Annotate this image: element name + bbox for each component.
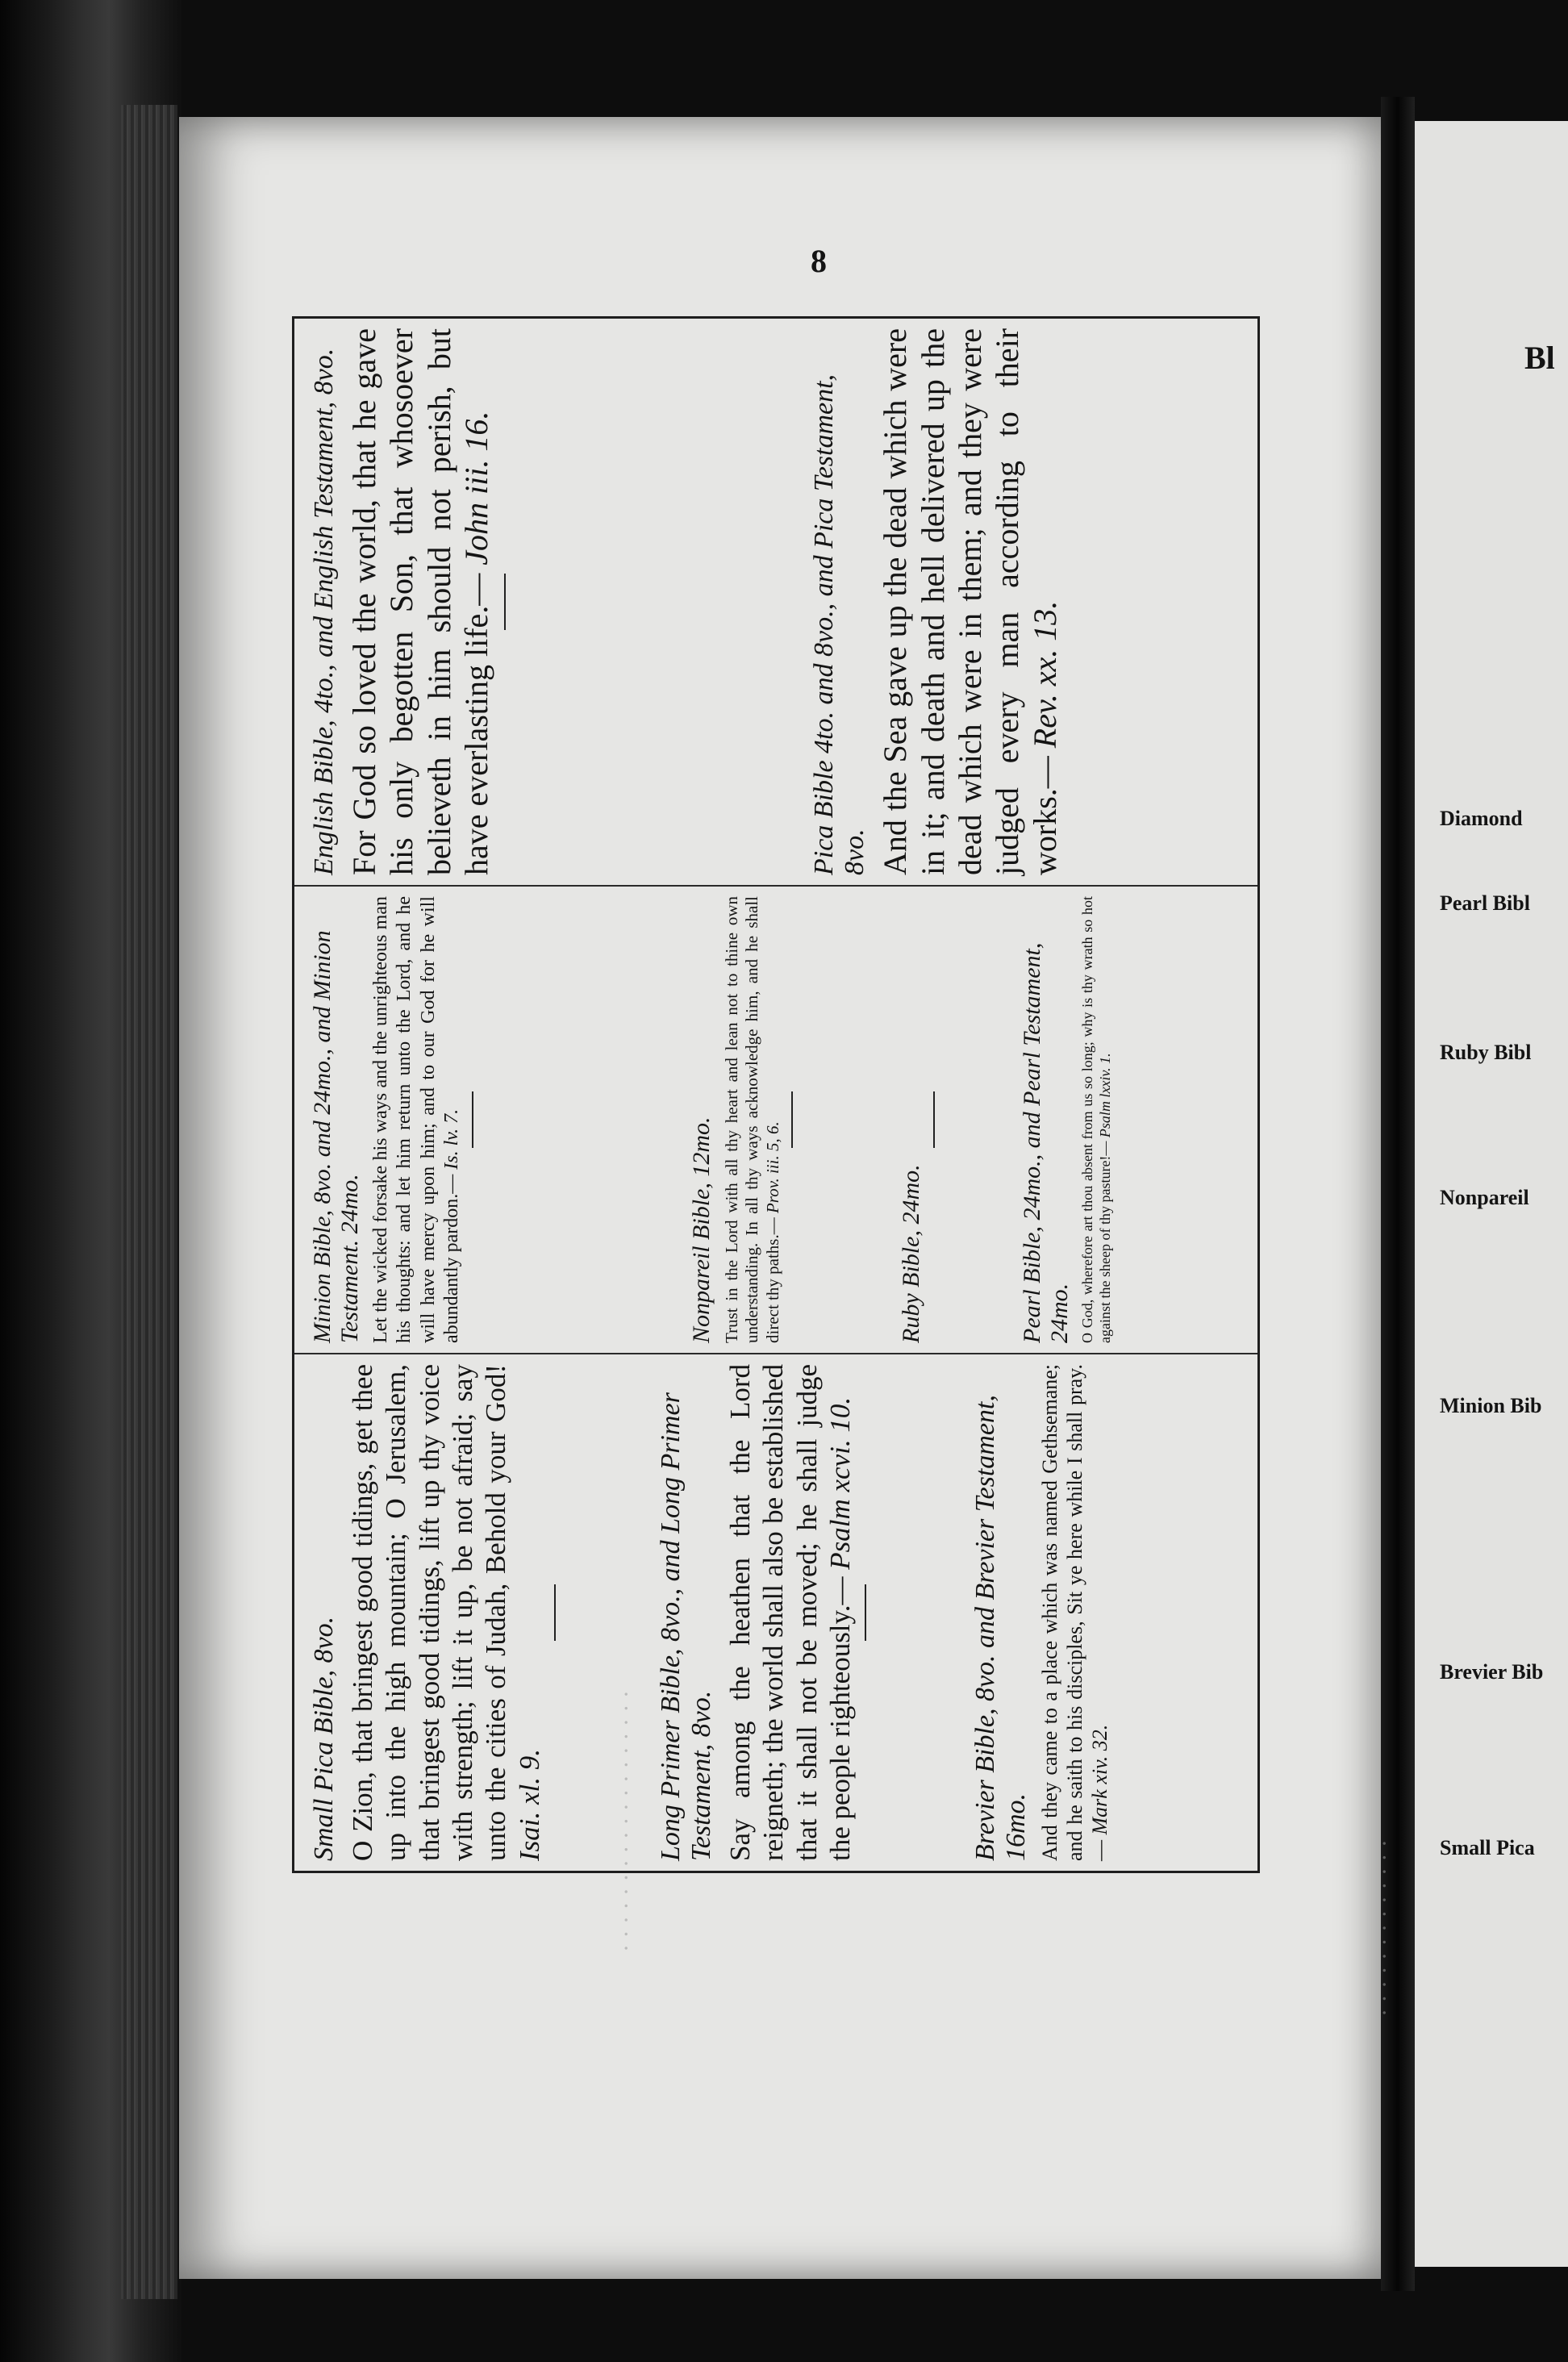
specimen-text bbox=[369, 896, 464, 1343]
bleed-through-text: · · · · · · · · · · · · · · · · · · · bbox=[613, 1690, 640, 1952]
facing-page-label: Ruby Bibl bbox=[1440, 1041, 1532, 1064]
specimen-block-minion bbox=[309, 896, 473, 1343]
scripture-reference: Psalm lxxiv. 1. bbox=[1096, 1053, 1113, 1138]
scripture-reference: Prov. iii. 5, 6. bbox=[762, 1121, 782, 1214]
rule-separator bbox=[791, 1091, 793, 1148]
facing-page-label: Brevier Bib bbox=[1440, 1660, 1544, 1684]
bleed-through-text: · · · · · · · · · · · · · bbox=[1371, 1839, 1398, 2017]
scripture-text: And they came to a place which was named Gethsemane; and he saith to his disciples, Sit ye here while I shall pray.— bbox=[1038, 1364, 1111, 1861]
scripture-reference: Mark xiv. 32. bbox=[1087, 1724, 1111, 1835]
rule-separator bbox=[554, 1584, 556, 1641]
scripture-text: Say among the heathen that the Lord reigneth; the world shall also be established that it shall not be moved; he shall judge the people righteously.— bbox=[724, 1364, 857, 1861]
scripture-reference: John iii. 16. bbox=[458, 411, 495, 565]
scripture-text: Trust in the Lord with all thy heart and lean not to thine own understanding. In all thy ways acknowledge him, and he shall direct thy paths.— bbox=[721, 896, 782, 1343]
specimen-block-english bbox=[309, 328, 506, 875]
facing-page-label: Pearl Bibl bbox=[1440, 891, 1530, 915]
scripture-text: O Zion, that bringest good tidings, get thee up into the high mountain; O Jerusalem, that bringest good tidings, lift up thy voice with strength; lift it up, be not afraid; say unto the cities of Judah, Behold your God! bbox=[347, 1364, 512, 1861]
page-number: 8 bbox=[811, 243, 827, 279]
specimen-block-pica bbox=[809, 328, 1064, 875]
specimen-block-nonpareil bbox=[688, 896, 793, 1343]
specimen-column-1 bbox=[294, 1354, 1257, 1871]
specimen-text bbox=[722, 896, 784, 1343]
specimen-heading: Long Primer Bible, 8vo., and Long Primer Testament, 8vo. bbox=[656, 1392, 717, 1861]
scripture-text: And the Sea gave up the dead which were in it; and death and hell delivered up the dead which were in them; and they were judged every man according to their works.— bbox=[877, 328, 1063, 875]
scripture-reference: Is. lv. 7. bbox=[440, 1108, 462, 1170]
scripture-text: For God so loved the world, that he gave his only begotten Son, that whosoever believeth in him should not perish, but have everlasting life.— bbox=[346, 328, 495, 875]
facing-page-label: Nonpareil bbox=[1440, 1186, 1529, 1209]
rule-separator bbox=[504, 574, 506, 630]
specimen-table-rotated bbox=[292, 316, 1260, 1873]
specimen-heading: Pica Bible 4to. and 8vo., and Pica Testament, 8vo. bbox=[809, 373, 870, 875]
specimen-block-long-primer bbox=[656, 1364, 866, 1861]
facing-page-corner-text: Bl bbox=[1524, 340, 1555, 376]
specimen-heading: Ruby Bible, 24mo. bbox=[898, 1164, 924, 1343]
specimen-column-2 bbox=[294, 887, 1257, 1354]
facing-page-label: Minion Bib bbox=[1440, 1394, 1542, 1417]
scripture-reference: Isai. xl. 9. bbox=[513, 1748, 545, 1861]
specimen-heading: English Bible, 4to., and English Testament, 8vo. bbox=[309, 348, 339, 875]
specimen-text bbox=[724, 1364, 857, 1861]
page-edges bbox=[121, 105, 177, 2299]
scripture-reference: Psalm xcvi. 10. bbox=[824, 1396, 857, 1570]
specimen-heading: Brevier Bible, 8vo. and Brevier Testament, 16mo. bbox=[970, 1395, 1032, 1861]
specimen-text bbox=[346, 328, 496, 875]
scripture-text: Let the wicked forsake his ways and the unrighteous man his thoughts: and let him return unto the Lord, and he will have mercy upon him; and to our God for he will abundantly pardon.— bbox=[370, 896, 462, 1343]
specimen-text bbox=[346, 1364, 546, 1861]
specimen-text bbox=[1038, 1364, 1112, 1861]
facing-page-label: Small Pica bbox=[1440, 1836, 1535, 1859]
specimen-block-pearl bbox=[1019, 896, 1114, 1343]
specimen-heading: Small Pica Bible, 8vo. bbox=[309, 1616, 339, 1861]
rule-separator bbox=[933, 1091, 935, 1148]
scripture-reference: Rev. xx. 13. bbox=[1026, 600, 1063, 749]
specimen-table bbox=[292, 316, 1260, 1873]
rule-separator bbox=[865, 1584, 866, 1641]
specimen-heading: Nonpareil Bible, 12mo. bbox=[688, 1116, 715, 1343]
specimen-block-brevier bbox=[970, 1364, 1112, 1861]
facing-page-label: Diamond bbox=[1440, 807, 1523, 830]
specimen-text bbox=[877, 328, 1064, 875]
rule-separator bbox=[472, 1091, 473, 1148]
specimen-text bbox=[1079, 896, 1114, 1343]
specimen-heading: Minion Bible, 8vo. and 24mo., and Minion Testament. 24mo. bbox=[309, 930, 363, 1343]
scripture-text: O God, wherefore art thou absent from us so long; why is thy wrath so hot against the sheep of thy pasture!— bbox=[1079, 896, 1113, 1343]
specimen-block-small-pica bbox=[309, 1364, 556, 1861]
specimen-heading: Pearl Bible, 24mo., and Pearl Testament, 24mo. bbox=[1019, 942, 1073, 1343]
specimen-column-3 bbox=[294, 319, 1257, 887]
specimen-block-ruby bbox=[898, 896, 935, 1343]
